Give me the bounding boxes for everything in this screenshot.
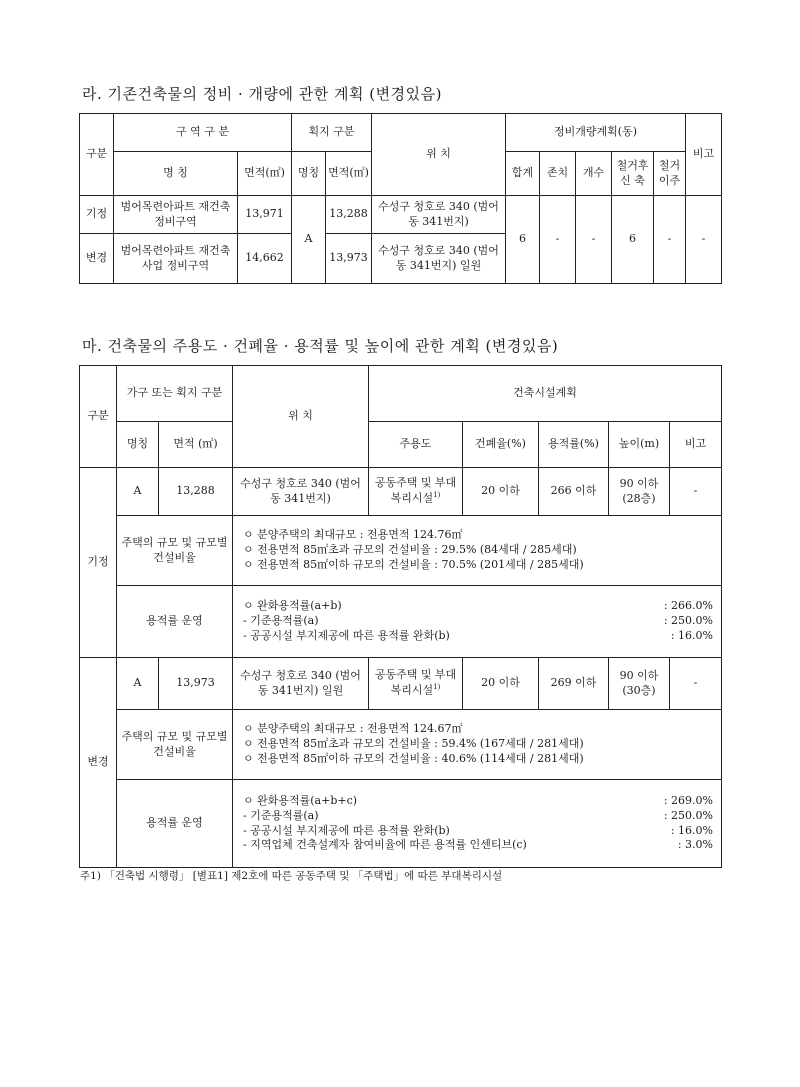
changed-height: 90 이하 (30층) <box>609 658 670 710</box>
plan-keep: - <box>540 196 576 284</box>
table-row <box>80 468 722 516</box>
col-location: 위 치 <box>372 114 506 196</box>
plan-repair: - <box>576 196 612 284</box>
col-repair: 개수 <box>576 152 612 196</box>
changed-far: 269 이하 <box>539 658 609 710</box>
col-gubun: 구분 <box>80 114 114 196</box>
existing-bcr: 20 이하 <box>463 468 539 516</box>
col-use: 주용도 <box>369 422 463 468</box>
col-far: 용적률(%) <box>539 422 609 468</box>
col-household: 가구 또는 획지 구분 <box>117 366 233 422</box>
changed-far-items: ㅇ 완화용적률(a+b+c) : 269.0% - 기준용적률(a) : 250.0% - 공공시설 부지제공에 따른 용적률 완화(b) : 16.0% - 지역업체 건축설계자 참여비율에 따른 용적률 인센티브(c) : 3.0% <box>233 780 722 868</box>
changed-name: A <box>117 658 159 710</box>
row-location: 수성구 청호로 340 (범어동 341번지) 일원 <box>372 234 506 284</box>
plan-rebuild: 6 <box>612 196 654 284</box>
changed-scale-items: ㅇ 분양주택의 최대규모 : 전용면적 124.67㎡ ㅇ 전용면적 85㎡초과 규모의 건설비율 : 59.4% (167세대 / 281세대) ㅇ 전용면적 85㎡이하 규모의 건설비율 : 40.6% (114세대 / 281세대) <box>233 710 722 780</box>
col-bcr: 건폐율(%) <box>463 422 539 468</box>
col-remark: 비고 <box>686 114 722 196</box>
col-gubun: 구분 <box>80 366 117 468</box>
row-type: 기정 <box>80 196 114 234</box>
changed-far-label: 용적률 운영 <box>117 780 233 868</box>
existing-height: 90 이하 (28층) <box>609 468 670 516</box>
footnote: 주1) 「건축법 시행령」 [별표1] 제2호에 따른 공동주택 및 「주택법」에 따른 부대복리시설 <box>80 870 503 882</box>
col-block: 획지 구분 <box>292 114 372 152</box>
building-plan-table <box>79 365 722 868</box>
row-type: 변경 <box>80 234 114 284</box>
row-type-changed: 변경 <box>80 658 117 868</box>
changed-use: 공동주택 및 부대복리시설$^{1)}$ <box>369 658 463 710</box>
col-name: 명 칭 <box>114 152 238 196</box>
existing-location: 수성구 청호로 340 (범어동 341번지) <box>233 468 369 516</box>
col-plan: 정비개량계획(동) <box>506 114 686 152</box>
existing-remark: - <box>670 468 722 516</box>
changed-remark: - <box>670 658 722 710</box>
existing-far: 266 이하 <box>539 468 609 516</box>
row-block-area: 13,973 <box>326 234 372 284</box>
row-name: 범어목련아파트 재건축 정비구역 <box>114 196 238 234</box>
renovation-plan-table <box>79 113 722 284</box>
changed-bcr: 20 이하 <box>463 658 539 710</box>
block-name: A <box>292 196 326 284</box>
plan-relocate: - <box>654 196 686 284</box>
col-location: 위 치 <box>233 366 369 468</box>
existing-scale-items: ㅇ 분양주택의 최대규모 : 전용면적 124.76㎡ ㅇ 전용면적 85㎡초과 규모의 건설비율 : 29.5% (84세대 / 285세대) ㅇ 전용면적 85㎡이하 규모의 건설비율 : 70.5% (201세대 / 285세대) <box>233 516 722 586</box>
table-row <box>80 658 722 710</box>
section-ma-title: 마. 건축물의 주용도 · 건폐율 · 용적률 및 높이에 관한 계획 (변경있음) <box>82 337 559 355</box>
row-location: 수성구 청호로 340 (범어동 341번지) <box>372 196 506 234</box>
changed-scale-label: 주택의 규모 및 규모별 건설비율 <box>117 710 233 780</box>
section-ra-title: 라. 기존건축물의 정비 · 개량에 관한 계획 (변경있음) <box>82 85 442 103</box>
plan-remark: - <box>686 196 722 284</box>
col-keep: 존치 <box>540 152 576 196</box>
existing-name: A <box>117 468 159 516</box>
col-remark: 비고 <box>670 422 722 468</box>
col-relocate: 철거 이주 <box>654 152 686 196</box>
col-block-area: 면적(㎡) <box>326 152 372 196</box>
existing-scale-label: 주택의 규모 및 규모별 건설비율 <box>117 516 233 586</box>
row-name: 범어목련아파트 재건축사업 정비구역 <box>114 234 238 284</box>
changed-area: 13,973 <box>159 658 233 710</box>
changed-location: 수성구 청호로 340 (범어동 341번지) 일원 <box>233 658 369 710</box>
col-block-name: 명칭 <box>292 152 326 196</box>
col-area: 면적(㎡) <box>238 152 292 196</box>
existing-use: 공동주택 및 부대복리시설$^{1)}$ <box>369 468 463 516</box>
row-block-area: 13,288 <box>326 196 372 234</box>
col-zone: 구 역 구 분 <box>114 114 292 152</box>
row-type-existing: 기정 <box>80 468 117 658</box>
row-area: 14,662 <box>238 234 292 284</box>
col-name: 명칭 <box>117 422 159 468</box>
plan-total: 6 <box>506 196 540 284</box>
col-height: 높이(m) <box>609 422 670 468</box>
col-area: 면적 (㎡) <box>159 422 233 468</box>
existing-far-items: ㅇ 완화용적률(a+b) : 266.0% - 기준용적률(a) : 250.0% - 공공시설 부지제공에 따른 용적률 완화(b) : 16.0% <box>233 586 722 658</box>
col-rebuild: 철거후 신 축 <box>612 152 654 196</box>
col-facility-plan: 건축시설계획 <box>369 366 722 422</box>
col-total: 합계 <box>506 152 540 196</box>
table-row <box>80 196 722 234</box>
existing-area: 13,288 <box>159 468 233 516</box>
existing-far-label: 용적률 운영 <box>117 586 233 658</box>
row-area: 13,971 <box>238 196 292 234</box>
